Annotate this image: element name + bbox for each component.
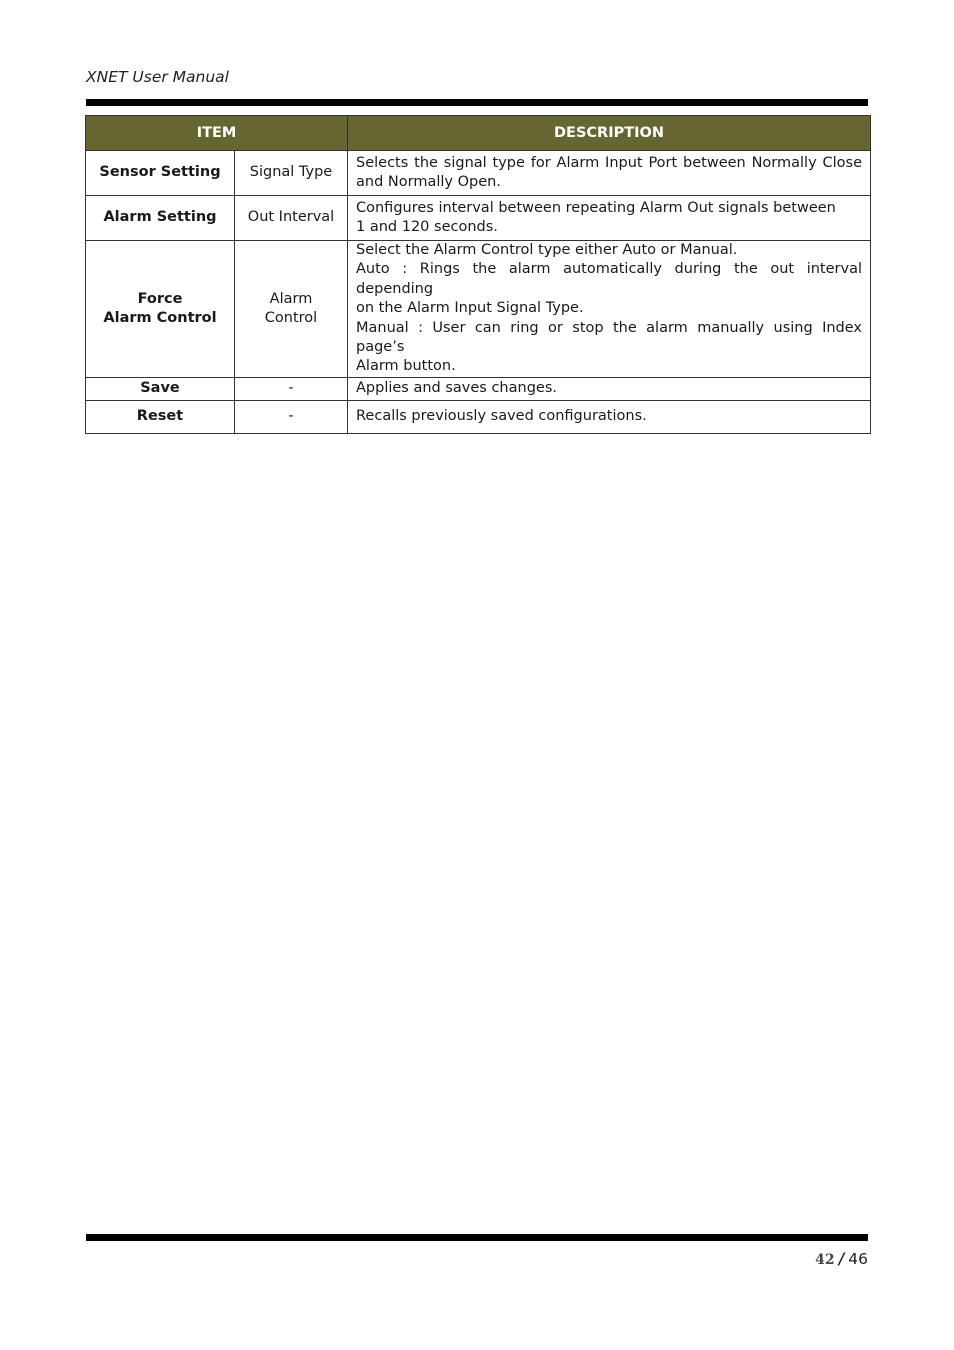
- spec-table: [85, 115, 871, 434]
- description-line: and Normally Open.: [356, 174, 501, 190]
- item-cell: Sensor Setting: [86, 151, 235, 196]
- description-cell: [348, 377, 871, 400]
- description-line: Selects the signal type for Alarm Input Port between Normally Close: [356, 154, 862, 171]
- subitem-cell: -: [235, 377, 348, 400]
- table-row: [86, 400, 871, 433]
- description-line: Alarm button.: [356, 358, 456, 375]
- description-line: on the Alarm Input Signal Type.: [356, 300, 584, 317]
- current-page: 42: [815, 1252, 835, 1268]
- subitem-line: Control: [264, 309, 318, 326]
- table-row: [86, 377, 871, 400]
- description-line: Auto : Rings the alarm automatically during the out interval depending: [356, 261, 862, 297]
- description-line: Select the Alarm Control type either Auto or Manual.: [356, 242, 738, 258]
- description-cell: [348, 241, 871, 378]
- subitem-cell: [235, 241, 348, 378]
- footer-rule: [86, 1234, 868, 1241]
- table-row: [86, 196, 871, 241]
- page-separator: /: [838, 1249, 845, 1268]
- subitem-cell: -: [235, 400, 348, 433]
- description-line: Configures interval between repeating Alarm Out signals between: [356, 199, 836, 216]
- column-header-description: DESCRIPTION: [348, 116, 871, 151]
- table-row: [86, 151, 871, 196]
- header-rule: [86, 99, 868, 106]
- subitem-cell: Signal Type: [235, 151, 348, 196]
- column-header-item: ITEM: [86, 116, 348, 151]
- description-line: Recalls previously saved configurations.: [356, 408, 647, 425]
- item-cell: Reset: [86, 400, 235, 433]
- description-line: Applies and saves changes.: [356, 380, 557, 397]
- table-row: [86, 241, 871, 378]
- item-cell: [86, 241, 235, 378]
- document-header-title: XNET User Manual: [86, 68, 229, 86]
- subitem-cell: Out Interval: [235, 196, 348, 241]
- description-line: Manual : User can ring or stop the alarm manually using Index page’s: [356, 319, 862, 356]
- item-cell: Save: [86, 377, 235, 400]
- total-pages: 46: [848, 1250, 868, 1268]
- description-cell: [348, 400, 871, 433]
- subitem-line: Alarm: [269, 290, 313, 307]
- description-cell: [348, 196, 871, 241]
- item-line: Alarm Control: [103, 309, 217, 326]
- item-line: Force: [137, 290, 183, 307]
- description-cell: [348, 151, 871, 196]
- item-cell: Alarm Setting: [86, 196, 235, 241]
- page-number: [815, 1249, 868, 1268]
- description-line: 1 and 120 seconds.: [356, 219, 498, 235]
- table-header-row: [86, 116, 871, 151]
